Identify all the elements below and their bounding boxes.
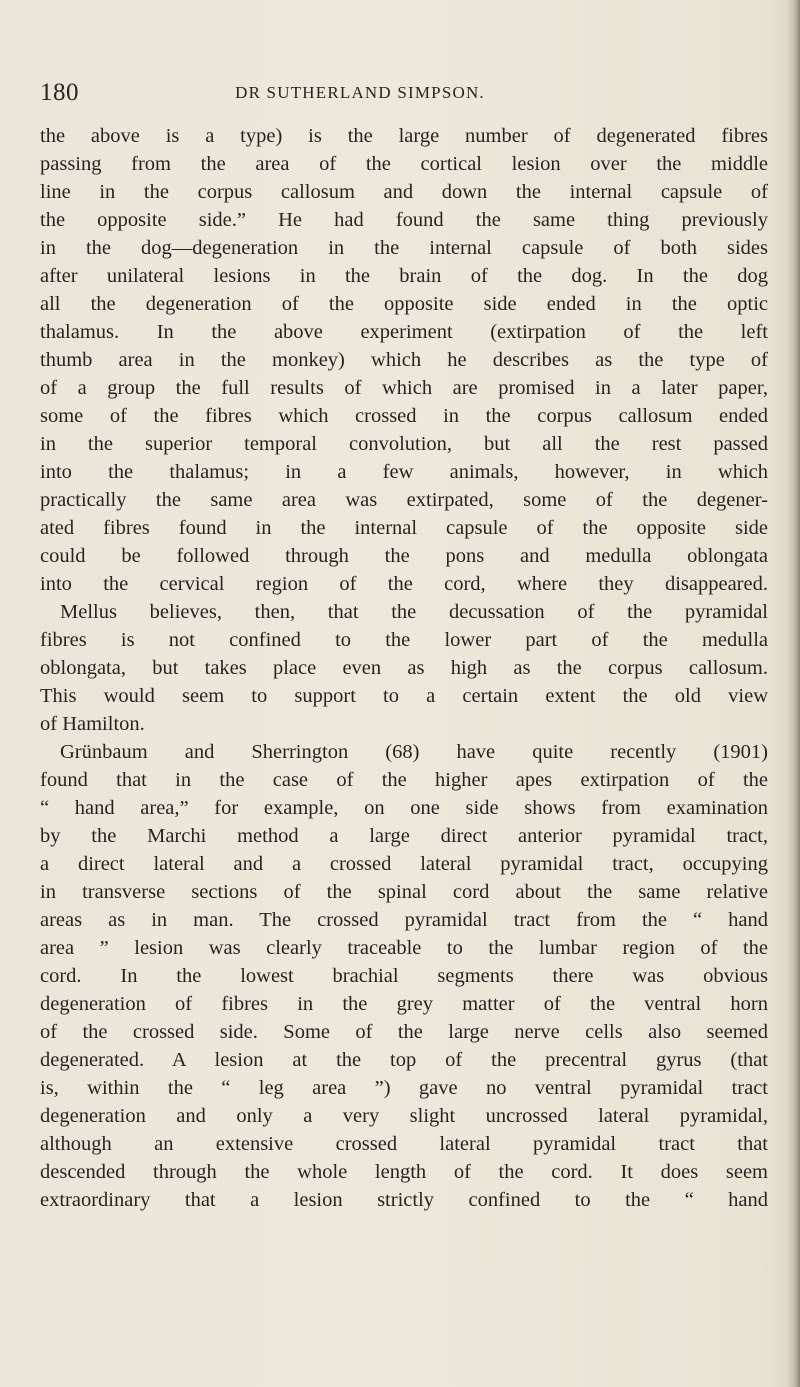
text-line: into the cervical region of the cord, where they disappeared. bbox=[40, 573, 768, 595]
text-line: a direct lateral and a crossed lateral pyramidal tract, occupying bbox=[40, 853, 768, 875]
text-line: is, within the “ leg area ”) gave no ventral pyramidal tract bbox=[40, 1077, 768, 1099]
text-line: degeneration and only a very slight uncrossed lateral pyramidal, bbox=[40, 1105, 768, 1127]
text-line: descended through the whole length of the cord. It does seem bbox=[40, 1161, 768, 1183]
running-head bbox=[40, 78, 760, 108]
page-edge-shadow bbox=[786, 0, 800, 1387]
text-line: of Hamilton. bbox=[40, 713, 145, 735]
text-line: in the superior temporal convolution, but all the rest passed bbox=[40, 433, 768, 455]
page-number: 180 bbox=[40, 79, 79, 106]
text-line: areas as in man. The crossed pyramidal tract from the “ hand bbox=[40, 909, 768, 931]
text-line: the above is a type) is the large number of degenerated fibres bbox=[40, 125, 768, 147]
text-line: after unilateral lesions in the brain of the dog. In the dog bbox=[40, 265, 768, 287]
text-line: extraordinary that a lesion strictly confined to the “ hand bbox=[40, 1189, 768, 1211]
text-line: the opposite side.” He had found the same thing previously bbox=[40, 209, 768, 231]
body-text bbox=[40, 122, 768, 1214]
text-line: thumb area in the monkey) which he describes as the type of bbox=[40, 349, 768, 371]
text-line: in the dog—degeneration in the internal capsule of both sides bbox=[40, 237, 768, 259]
text-line: Grünbaum and Sherrington (68) have quite recently (1901) bbox=[60, 741, 768, 763]
text-line: cord. In the lowest brachial segments there was obvious bbox=[40, 965, 768, 987]
text-line: ated fibres found in the internal capsule of the opposite side bbox=[40, 517, 768, 539]
running-title: DR SUTHERLAND SIMPSON. bbox=[235, 83, 485, 102]
text-line: into the thalamus; in a few animals, however, in which bbox=[40, 461, 768, 483]
text-line: oblongata, but takes place even as high as the corpus callosum. bbox=[40, 657, 768, 679]
text-line: passing from the area of the cortical lesion over the middle bbox=[40, 153, 768, 175]
text-line: area ” lesion was clearly traceable to the lumbar region of the bbox=[40, 937, 768, 959]
text-line: all the degeneration of the opposite side ended in the optic bbox=[40, 293, 768, 315]
text-line: of a group the full results of which are promised in a later paper, bbox=[40, 377, 768, 399]
text-line: in transverse sections of the spinal cord about the same relative bbox=[40, 881, 768, 903]
text-line: thalamus. In the above experiment (extirpation of the left bbox=[40, 321, 768, 343]
text-line: degenerated. A lesion at the top of the precentral gyrus (that bbox=[40, 1049, 768, 1071]
text-line: by the Marchi method a large direct anterior pyramidal tract, bbox=[40, 825, 768, 847]
text-line: degeneration of fibres in the grey matter of the ventral horn bbox=[40, 993, 768, 1015]
text-line: This would seem to support to a certain extent the old view bbox=[40, 685, 768, 707]
text-line: Mellus believes, then, that the decussation of the pyramidal bbox=[60, 601, 768, 623]
text-line: “ hand area,” for example, on one side shows from examination bbox=[40, 797, 768, 819]
text-line: line in the corpus callosum and down the internal capsule of bbox=[40, 181, 768, 203]
text-line: practically the same area was extirpated, some of the degener- bbox=[40, 489, 768, 511]
text-line: some of the fibres which crossed in the corpus callosum ended bbox=[40, 405, 768, 427]
text-line: although an extensive crossed lateral pyramidal tract that bbox=[40, 1133, 768, 1155]
text-line: of the crossed side. Some of the large nerve cells also seemed bbox=[40, 1021, 768, 1043]
text-line: fibres is not confined to the lower part of the medulla bbox=[40, 629, 768, 651]
text-line: could be followed through the pons and medulla oblongata bbox=[40, 545, 768, 567]
text-line: found that in the case of the higher apes extirpation of the bbox=[40, 769, 768, 791]
